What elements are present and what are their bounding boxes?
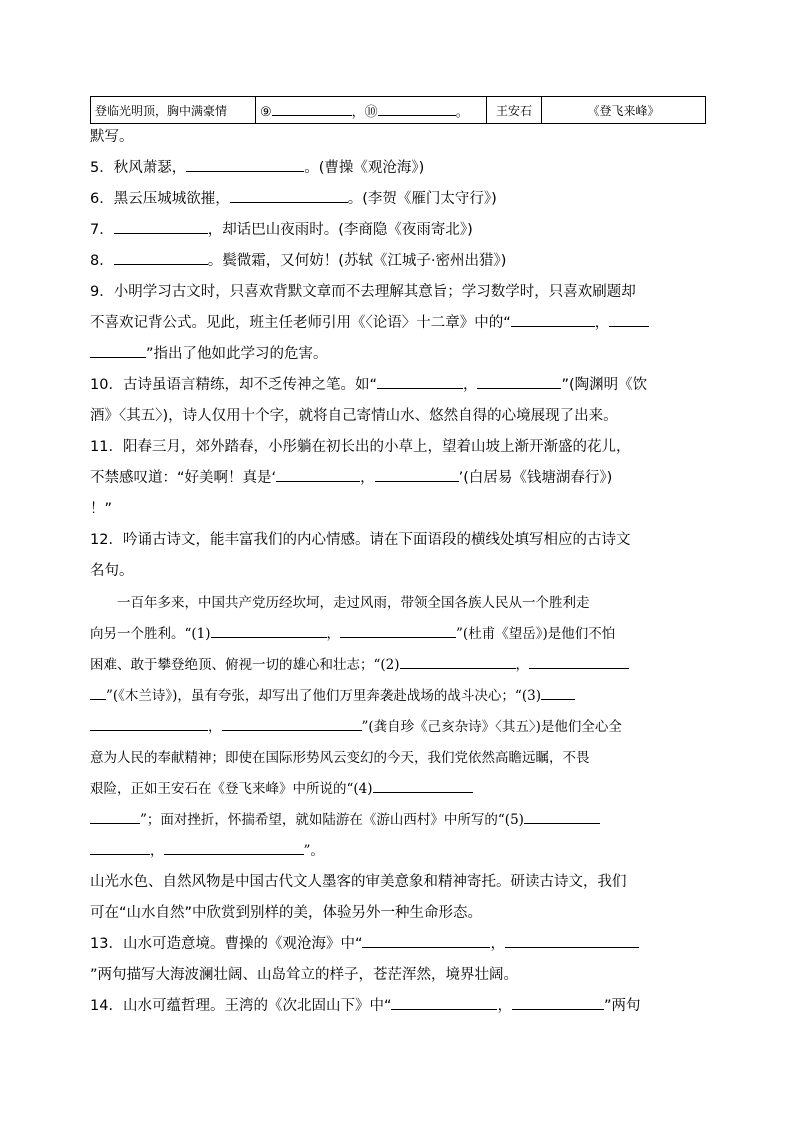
table-cell-title: 《登飞来峰》 [542, 97, 706, 124]
q13-blank-2[interactable] [505, 933, 639, 948]
q9-suffix: ”指出了他如此学习的危害。 [146, 346, 328, 362]
separator: ， [150, 843, 164, 859]
q7-blank[interactable] [114, 219, 208, 234]
separator: ， [497, 998, 512, 1014]
separator: ， [490, 936, 505, 952]
question-12 [90, 525, 706, 867]
q13-line2: ”两句描写大海波澜壮阔、山岛耸立的样子，苍茫浑然，境界壮阔。 [90, 967, 519, 983]
q8-suffix: 。鬓微霜，又何妨！(苏轼《江城子·密州出猎》) [207, 253, 507, 269]
q6-prefix: 6．黑云压城城欲摧， [90, 191, 230, 207]
blank-label-10: ⑩ [364, 104, 378, 120]
q12-blank-2c[interactable] [90, 685, 106, 700]
q11-line3: ！” [90, 501, 113, 517]
question-8 [90, 246, 706, 277]
q8-prefix: 8． [90, 253, 114, 269]
question-10 [90, 370, 706, 432]
q10-suffix: ”(陶渊明《饮 [561, 377, 648, 393]
q13-blank-1[interactable] [362, 933, 490, 948]
q12-blank-4b[interactable] [90, 809, 140, 824]
table-cell-author: 王安石 [487, 97, 542, 124]
q14-suffix: ”两句 [603, 998, 641, 1014]
q9-blank-2a[interactable] [609, 312, 649, 327]
q12-passage-text: ”；面对挫折，怀揣希望，就如陆游在《游山西村》中所写的“(5) [140, 812, 524, 828]
q12-passage-text: 困难、敢于攀登绝顶、俯视一切的雄心和壮志；“(2) [90, 657, 400, 673]
section-heading: 默写。 [90, 129, 134, 145]
q11-blank-2[interactable] [375, 467, 459, 482]
q6-blank[interactable] [230, 188, 348, 203]
blank-label-9: ⑨ [260, 104, 272, 120]
q14-prefix: 14．山水可蕴哲理。王湾的《次北固山下》中“ [90, 998, 392, 1014]
q12-passage-line: 一百年多来，中国共产党历经坎坷，走过风雨，带领全国各族人民从一个胜利走 [117, 595, 590, 611]
q12-passage-text: ”(《木兰诗》)，虽有夸张，却写出了他们万里奔袭赴战场的战斗决心；“(3) [106, 688, 541, 704]
q12-blank-3b[interactable] [90, 716, 208, 731]
q5-suffix: 。(曹操《观沧海》) [304, 160, 425, 176]
q12-passage-text: ”。 [303, 843, 324, 859]
blank-10[interactable] [378, 101, 456, 116]
q12-blank-1a[interactable] [211, 623, 327, 638]
blank-9[interactable] [272, 101, 352, 116]
q8-blank[interactable] [114, 250, 208, 265]
q5-blank[interactable] [186, 157, 304, 172]
q5-prefix: 5．秋风萧瑟， [90, 160, 187, 176]
separator: ， [326, 626, 341, 642]
q10-blank-2[interactable] [477, 374, 561, 389]
q9-blank-2b[interactable] [90, 343, 146, 358]
question-13 [90, 929, 706, 991]
separator: ， [360, 470, 375, 486]
q12-blank-3a[interactable] [541, 685, 575, 700]
q12-blank-5a[interactable] [524, 809, 600, 824]
separator: ， [594, 315, 610, 331]
q12-line2: 名句。 [90, 563, 134, 579]
q10-prefix: 10．古诗虽语言精练，却不乏传神之笔。如“ [90, 377, 377, 393]
separator: ， [515, 657, 530, 673]
q6-suffix: 。(李贺《雁门太守行》) [347, 191, 497, 207]
q11-suffix: ’(白居易《钱塘湖春行》) [458, 470, 613, 486]
q12-blank-2b[interactable] [529, 654, 629, 669]
q14-blank-1[interactable] [391, 995, 497, 1010]
q12-passage-text: 艰险，正如王安石在《登飞来峰》中所说的“(4) [90, 781, 373, 797]
q12-passage-text: ”(龚自珍《己亥杂诗》〈其五〉)是他们全心全 [361, 719, 622, 735]
q12-blank-1b[interactable] [340, 623, 456, 638]
q10-line2: 酒》〈其五〉)，诗人仅用十个字，就将自己寄情山水、悠然自得的心境展现了出来。 [90, 408, 618, 424]
q12-blank-3c[interactable] [222, 716, 362, 731]
q12-blank-2a[interactable] [400, 654, 516, 669]
question-14 [90, 991, 706, 1022]
q7-prefix: 7． [90, 222, 114, 238]
q12-passage-text: ”(杜甫《望岳》)是他们不怕 [456, 626, 616, 642]
q7-suffix: ，却话巴山夜雨时。(李商隐《夜雨寄北》) [207, 222, 473, 238]
separator: 。 [455, 104, 469, 120]
worksheet-page [90, 96, 706, 1022]
q12-blank-4a[interactable] [373, 778, 473, 793]
question-7 [90, 215, 706, 246]
table-cell-blanks [256, 97, 487, 124]
q13-prefix: 13．山水可造意境。曹操的《观沧海》中“ [90, 936, 363, 952]
question-5 [90, 153, 706, 184]
q12-blank-5b[interactable] [90, 840, 150, 855]
table-row [91, 97, 706, 124]
q12-passage [90, 588, 706, 867]
intro-line2: 可在“山水自然”中欣赏到别样的美，体验另外一种生命形态。 [90, 905, 483, 921]
separator: ， [351, 104, 365, 120]
answer-table [90, 96, 706, 124]
q9-blank-1[interactable] [511, 312, 595, 327]
intro-line1: 山光水色、自然风物是中国古代文人墨客的审美意象和精神寄托。研读古诗文，我们 [90, 874, 627, 890]
q10-blank-1[interactable] [377, 374, 463, 389]
question-6 [90, 184, 706, 215]
question-11 [90, 432, 706, 525]
section-intro [90, 867, 706, 929]
q12-passage-text: 向另一个胜利。“(1) [90, 626, 211, 642]
q12-line1: 12．吟诵古诗文，能丰富我们的内心情感。请在下面语段的横线处填写相应的古诗文 [90, 532, 631, 548]
separator: ， [208, 719, 222, 735]
question-9 [90, 277, 706, 370]
q11-blank-1[interactable] [276, 467, 360, 482]
q9-prefix: 不喜欢记背公式。见此，班主任老师引用《〈论语〉十二章》中的“ [90, 315, 511, 331]
q12-blank-5c[interactable] [164, 840, 304, 855]
table-cell-scene: 登临光明顶，胸中满豪情 [91, 97, 256, 124]
q11-prefix: 不禁感叹道：“好美啊！真是‘ [90, 470, 277, 486]
separator: ， [462, 377, 478, 393]
q14-blank-2[interactable] [512, 995, 604, 1010]
q11-line1: 11．阳春三月，郊外踏春，小彤躺在初长出的小草上，望着山坡上渐开渐盛的花儿， [90, 439, 631, 455]
q9-line1: 9．小明学习古文时，只喜欢背默文章而不去理解其意旨；学习数学时，只喜欢刷题却 [90, 284, 636, 300]
q12-passage-text: 意为人民的奉献精神；即使在国际形势风云变幻的今天，我们党依然高瞻远瞩，不畏 [90, 750, 590, 766]
